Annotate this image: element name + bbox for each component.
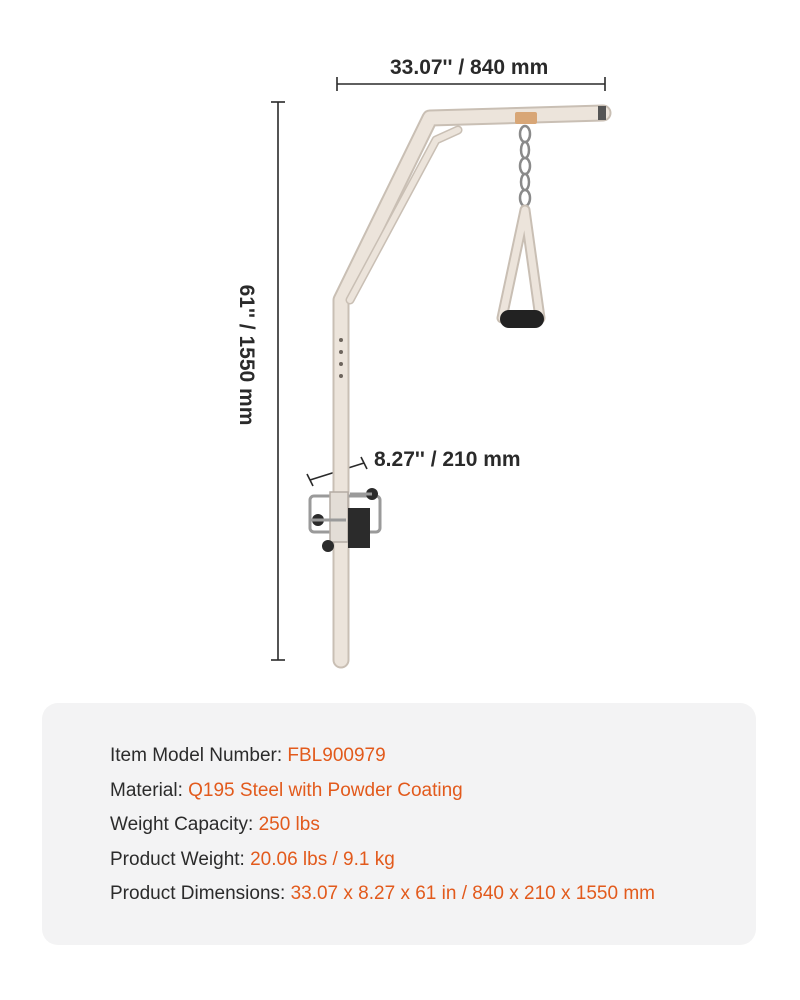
spec-value: Q195 Steel with Powder Coating: [188, 779, 463, 801]
trapeze-handle: [500, 210, 544, 328]
width-label: 33.07'' / 840 mm: [390, 56, 549, 79]
height-label: 61'' / 1550 mm: [235, 284, 258, 426]
chain: [520, 126, 530, 206]
bed-clamp: [310, 488, 380, 552]
spec-row-dimensions: [110, 877, 655, 912]
spec-label: Product Dimensions:: [110, 883, 286, 904]
spec-value: 20.06 lbs / 9.1 kg: [250, 848, 395, 870]
spec-card: [42, 703, 756, 945]
spec-row-material: [110, 774, 655, 809]
spec-list: [110, 739, 655, 912]
trapeze-frame: [341, 113, 603, 660]
spec-label: Product Weight:: [110, 848, 245, 870]
bar-end-cap: [598, 106, 606, 120]
chain-hook: [515, 112, 537, 124]
spec-value: 250 lbs: [258, 814, 320, 835]
spec-row-model: [110, 739, 655, 774]
spec-row-weight: [110, 843, 655, 878]
spec-label: Material:: [110, 779, 183, 801]
height-dimension-line: [271, 102, 285, 660]
depth-label: 8.27'' / 210 mm: [374, 448, 521, 471]
handle-grip: [500, 310, 544, 328]
spec-value: 33.07 x 8.27 x 61 in / 840 x 210 x 1550 mm: [290, 883, 655, 904]
spec-label: Item Model Number:: [110, 745, 283, 766]
spec-value: FBL900979: [287, 745, 386, 766]
spec-row-capacity: [110, 808, 655, 843]
spec-label: Weight Capacity:: [110, 814, 254, 835]
